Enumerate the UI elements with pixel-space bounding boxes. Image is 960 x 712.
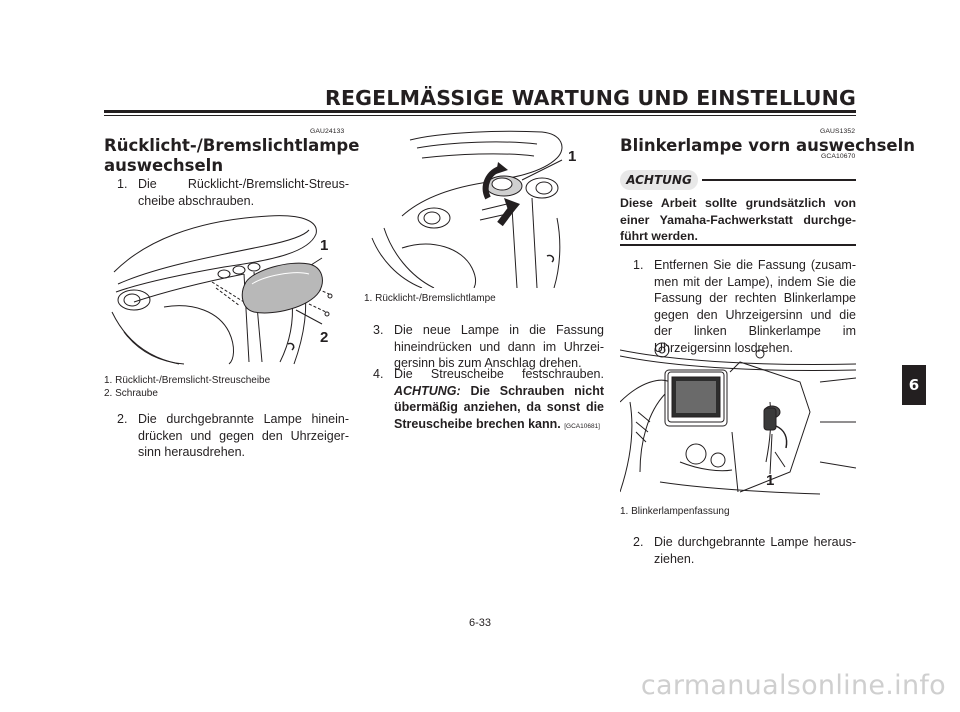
step-number: 2.: [117, 412, 128, 426]
header-rule-thick: [104, 110, 856, 113]
page-header-title: REGELMÄSSIGE WARTUNG UND EINSTELLUNG: [324, 86, 856, 110]
section-code: GAUS1352: [820, 128, 856, 135]
step-number: 4.: [373, 367, 384, 381]
achtung-inline-warning: Die Schrauben nicht übermäßig anziehen, da sonst die Streuscheibe brechen kann.: [394, 383, 604, 431]
caption-item-1: 1. Rücklicht-/Bremslichtlampe: [364, 293, 496, 304]
caption-item-1: 1. Rücklicht-/Bremslicht-Streuscheibe: [104, 375, 271, 386]
figure-caption: [620, 506, 856, 519]
step-3: [373, 322, 604, 372]
caption-item-2: 2. Schraube: [104, 387, 158, 399]
taillight-lens-illustration: [104, 212, 344, 365]
step-text: Die durchgebrannte Lampe herausziehen.: [654, 535, 856, 566]
section-title: [104, 136, 360, 176]
page-number: 6-33: [468, 617, 492, 629]
achtung-inline-label: ACHTUNG:: [394, 383, 461, 398]
figure-callout-2: 2: [320, 329, 329, 346]
warning-code: [GCA10681]: [564, 422, 600, 430]
header-rule-thin: [104, 115, 856, 116]
step-text: Die durchgebrannte Lampe hineindrücken und gegen den Uhrzeigersinn herausdrehen.: [138, 412, 349, 459]
step-number: 3.: [373, 323, 384, 337]
chapter-tab[interactable]: 6: [902, 365, 926, 405]
step-number: 1.: [633, 258, 644, 272]
figure-callout-1: 1: [766, 472, 775, 489]
step-2: [117, 411, 349, 461]
step-1: [117, 176, 349, 209]
figure-callout-1: 1: [568, 148, 577, 165]
achtung-rule: [702, 179, 856, 181]
figure-caption: [104, 375, 344, 400]
step-4: [373, 366, 604, 435]
figure-callout-1: 1: [320, 237, 329, 254]
step-text: Die neue Lampe in die Fassung hineindrücken und dann im Uhrzeigersinn bis zum Anschlag drehen.: [394, 323, 604, 370]
section-code: GAU24133: [310, 128, 345, 135]
section-title-line1: Rücklicht-/Bremslichtlampe: [104, 136, 360, 155]
step-text: Die Rücklicht-/Bremslicht-Streuscheibe abschrauben.: [138, 177, 349, 208]
turn-signal-socket-illustration: [620, 342, 856, 497]
achtung-badge: ACHTUNG: [620, 170, 698, 190]
achtung-header: [620, 170, 856, 190]
step-number: 2.: [633, 535, 644, 549]
figure-caption: [364, 293, 604, 306]
section-title: Blinkerlampe vorn auswechseln: [620, 136, 916, 155]
taillight-bulb-illustration: [362, 128, 602, 288]
section-title-line2: auswechseln: [104, 156, 224, 175]
caption-item-1: 1. Blinkerlampenfassung: [620, 506, 730, 517]
step-text: Entfernen Sie die Fassung (zusammen mit der Lampe), indem Sie die Fassung der rechten Blinkerlampe gegen den Uhrzeigersinn und die der linken Blinkerlampe im Uhrzeigersinn losdrehen.: [654, 258, 856, 355]
step-number: 1.: [117, 177, 128, 191]
warning-text: Diese Arbeit sollte grundsätzlich von einer Yamaha-Fachwerkstatt durchgeführt werden.: [620, 196, 856, 243]
step-4-text: Die Streuscheibe festschrauben.: [394, 367, 604, 381]
step-text: [373, 366, 604, 435]
warning-rule: [620, 244, 856, 246]
step-2: [633, 534, 856, 567]
caution-code: GCA10670: [821, 153, 856, 160]
watermark-link[interactable]: carmanualsonline.info: [640, 670, 946, 701]
